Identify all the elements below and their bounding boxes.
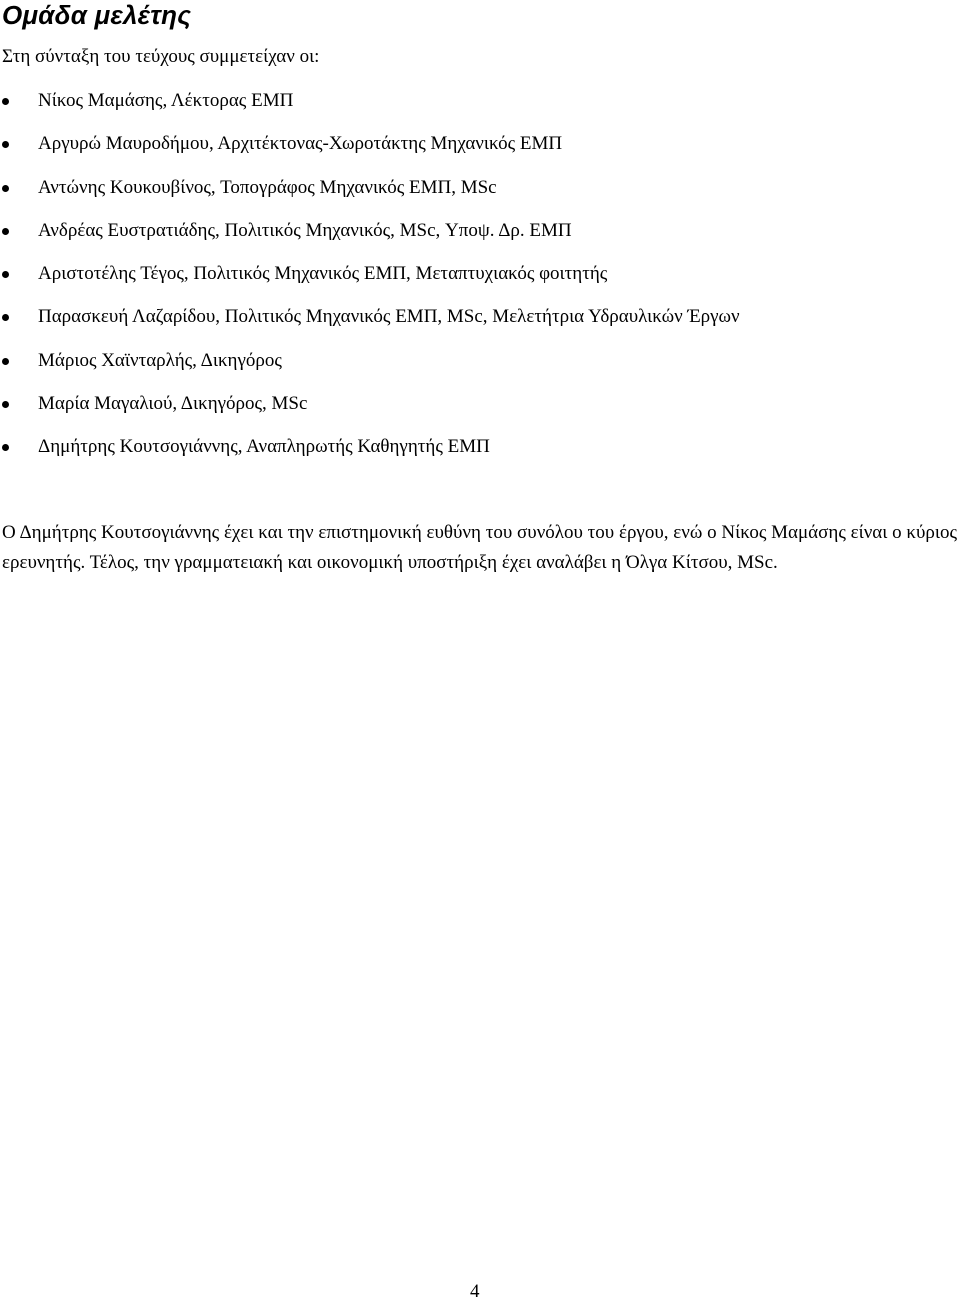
list-item (0, 349, 960, 392)
list-item (0, 262, 960, 305)
summary-paragraph: Ο Δημήτρης Κουτσογιάννης έχει και την επιστημονική ευθύνη του συνόλου του έργου, ενώ ο Νίκος Μαμάσης είναι ο κύριος ερευνητής. Τέλος, την γραμματειακή και οικονομική υποστήριξη έχει αναλάβει η Όλγα Κίτσου, MSc. (2, 522, 957, 573)
page-number: 4 (470, 1281, 480, 1302)
member-text: Δημήτρης Κουτσογιάννης, Αναπληρωτής Καθηγητής ΕΜΠ (38, 436, 490, 458)
bullet-icon (2, 358, 9, 365)
list-item (0, 219, 960, 262)
bullet-icon (2, 444, 9, 451)
bullet-icon (2, 271, 9, 278)
list-item (0, 89, 960, 132)
member-text: Αργυρώ Μαυροδήμου, Αρχιτέκτονας-Χωροτάκτης Μηχανικός ΕΜΠ (38, 133, 563, 155)
member-text: Αντώνης Κουκουβίνος, Τοπογράφος Μηχανικός ΕΜΠ, MSc (38, 176, 497, 198)
member-text: Ανδρέας Ευστρατιάδης, Πολιτικός Μηχανικός, MSc, Υποψ. Δρ. ΕΜΠ (38, 219, 572, 241)
list-item (0, 392, 960, 435)
bullet-icon (2, 98, 9, 105)
team-member-list (0, 89, 960, 479)
bullet-icon (2, 141, 9, 148)
member-text: Παρασκευή Λαζαρίδου, Πολιτικός Μηχανικός ΕΜΠ, MSc, Μελετήτρια Υδραυλικών Έργων (38, 306, 740, 328)
member-text: Μάριος Χαϊνταρλής, Δικηγόρος (38, 349, 282, 371)
member-text: Αριστοτέλης Τέγος, Πολιτικός Μηχανικός ΕΜΠ, Μεταπτυχιακός φοιτητής (38, 263, 608, 285)
page-heading: Ομάδα μελέτης (2, 0, 192, 30)
list-item (0, 305, 960, 348)
member-text: Νίκος Μαμάσης, Λέκτορας ΕΜΠ (38, 90, 294, 111)
bullet-icon (2, 401, 9, 408)
list-item (0, 132, 960, 175)
bullet-icon (2, 228, 9, 235)
member-text: Μαρία Μαγαλιού, Δικηγόρος, MSc (38, 393, 308, 415)
bullet-icon (2, 314, 9, 321)
list-item (0, 176, 960, 219)
list-item (0, 435, 960, 478)
bullet-icon (2, 185, 9, 192)
intro-text: Στη σύνταξη του τεύχους συμμετείχαν οι: (2, 46, 320, 67)
